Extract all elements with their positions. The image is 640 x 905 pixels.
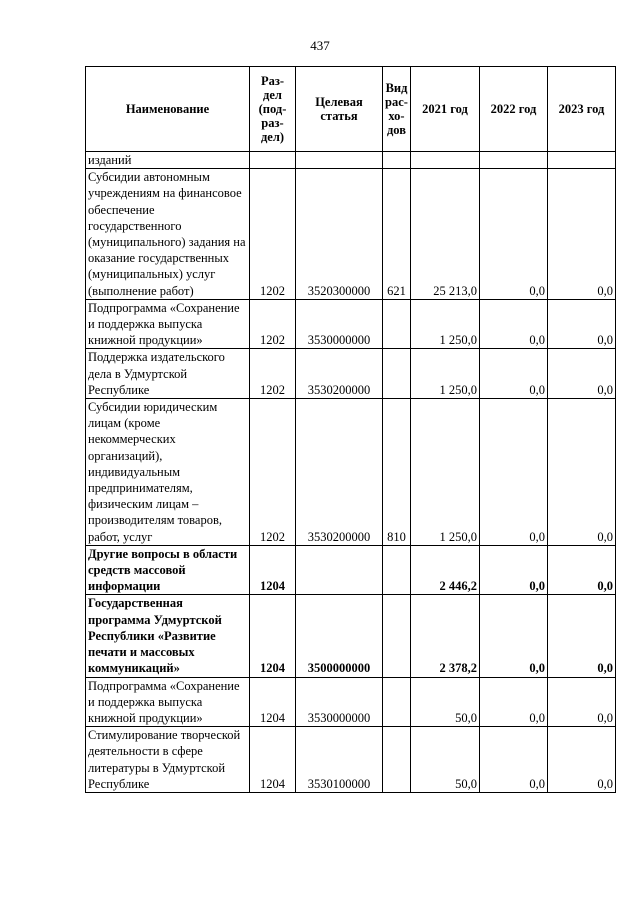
table-row bbox=[86, 169, 616, 300]
row-name: Поддержка издательского дела в Удмуртской Республике bbox=[86, 349, 250, 399]
row-2022: 0,0 bbox=[480, 727, 548, 793]
row-2021: 50,0 bbox=[411, 677, 480, 727]
row-2023: 0,0 bbox=[548, 727, 616, 793]
row-kind: 810 bbox=[383, 399, 411, 546]
row-section: 1202 bbox=[250, 299, 296, 349]
header-kind: Вид рас- хо- дов bbox=[383, 67, 411, 152]
row-article: 3530000000 bbox=[296, 299, 383, 349]
row-2022: 0,0 bbox=[480, 545, 548, 595]
row-name: Субсидии автономным учреждениям на финансовое обеспечение государственного (муниципального) задания на оказание государственных (муниципальных) услуг (выполнение работ) bbox=[86, 169, 250, 300]
table-header-row bbox=[86, 67, 616, 152]
table-row bbox=[86, 152, 616, 169]
row-article bbox=[296, 152, 383, 169]
table-row bbox=[86, 349, 616, 399]
table-row bbox=[86, 299, 616, 349]
row-name: Подпрограмма «Сохранение и поддержка выпуска книжной продукции» bbox=[86, 299, 250, 349]
row-section: 1204 bbox=[250, 545, 296, 595]
row-section: 1202 bbox=[250, 349, 296, 399]
table-row bbox=[86, 545, 616, 595]
table-row bbox=[86, 727, 616, 793]
page-number: 437 bbox=[310, 38, 330, 53]
row-2021: 50,0 bbox=[411, 727, 480, 793]
row-2021: 1 250,0 bbox=[411, 349, 480, 399]
row-2022: 0,0 bbox=[480, 299, 548, 349]
row-2021: 1 250,0 bbox=[411, 299, 480, 349]
row-section bbox=[250, 152, 296, 169]
row-name: изданий bbox=[86, 152, 250, 169]
row-kind bbox=[383, 152, 411, 169]
row-2022: 0,0 bbox=[480, 169, 548, 300]
row-kind: 621 bbox=[383, 169, 411, 300]
row-2023: 0,0 bbox=[548, 169, 616, 300]
header-year-2023: 2023 год bbox=[548, 67, 616, 152]
row-name: Подпрограмма «Сохранение и поддержка выпуска книжной продукции» bbox=[86, 677, 250, 727]
row-2023: 0,0 bbox=[548, 545, 616, 595]
row-2022: 0,0 bbox=[480, 677, 548, 727]
header-year-2021: 2021 год bbox=[411, 67, 480, 152]
table-row bbox=[86, 399, 616, 546]
row-2021: 25 213,0 bbox=[411, 169, 480, 300]
row-2021: 1 250,0 bbox=[411, 399, 480, 546]
row-2022: 0,0 bbox=[480, 349, 548, 399]
row-article: 3530100000 bbox=[296, 727, 383, 793]
header-section: Раз- дел (под- раз- дел) bbox=[250, 67, 296, 152]
row-section: 1204 bbox=[250, 595, 296, 677]
row-kind bbox=[383, 727, 411, 793]
row-2022: 0,0 bbox=[480, 399, 548, 546]
row-name: Субсидии юридическим лицам (кроме некоммерческих организаций), индивидуальным предпринимателям, физическим лицам – производителям товаров, работ, услуг bbox=[86, 399, 250, 546]
table-row bbox=[86, 677, 616, 727]
budget-table bbox=[85, 66, 616, 793]
row-2023 bbox=[548, 152, 616, 169]
row-name: Другие вопросы в области средств массовой информации bbox=[86, 545, 250, 595]
row-kind bbox=[383, 299, 411, 349]
row-article: 3500000000 bbox=[296, 595, 383, 677]
row-2022 bbox=[480, 152, 548, 169]
row-article: 3530000000 bbox=[296, 677, 383, 727]
row-kind bbox=[383, 595, 411, 677]
row-2023: 0,0 bbox=[548, 299, 616, 349]
header-article: Целевая статья bbox=[296, 67, 383, 152]
table-row bbox=[86, 595, 616, 677]
row-name: Государственная программа Удмуртской Республики «Развитие печати и массовых коммуникаций» bbox=[86, 595, 250, 677]
row-2023: 0,0 bbox=[548, 399, 616, 546]
row-kind bbox=[383, 349, 411, 399]
row-2023: 0,0 bbox=[548, 595, 616, 677]
row-2022: 0,0 bbox=[480, 595, 548, 677]
row-section: 1202 bbox=[250, 169, 296, 300]
row-section: 1204 bbox=[250, 677, 296, 727]
row-article bbox=[296, 545, 383, 595]
row-article: 3530200000 bbox=[296, 399, 383, 546]
row-article: 3530200000 bbox=[296, 349, 383, 399]
header-year-2022: 2022 год bbox=[480, 67, 548, 152]
row-2021 bbox=[411, 152, 480, 169]
row-2021: 2 378,2 bbox=[411, 595, 480, 677]
header-name: Наименование bbox=[86, 67, 250, 152]
row-2023: 0,0 bbox=[548, 349, 616, 399]
row-kind bbox=[383, 677, 411, 727]
row-kind bbox=[383, 545, 411, 595]
row-article: 3520300000 bbox=[296, 169, 383, 300]
row-section: 1202 bbox=[250, 399, 296, 546]
row-2021: 2 446,2 bbox=[411, 545, 480, 595]
row-section: 1204 bbox=[250, 727, 296, 793]
row-2023: 0,0 bbox=[548, 677, 616, 727]
row-name: Стимулирование творческой деятельности в сфере литературы в Удмуртской Республике bbox=[86, 727, 250, 793]
